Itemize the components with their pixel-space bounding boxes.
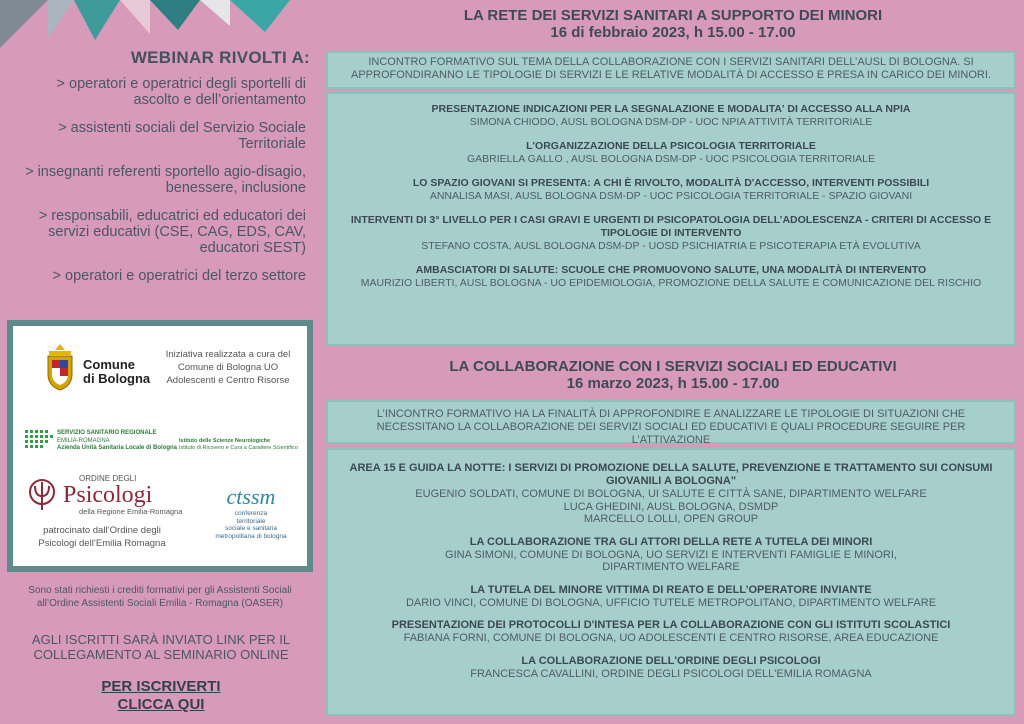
program-item-title: L'ORGANIZZAZIONE DELLA PSICOLOGIA TERRITORIALE <box>526 140 816 152</box>
target-audience-list <box>18 76 306 296</box>
ssr-dots-icon <box>25 430 53 452</box>
program-item-speaker: GABRIELLA GALLO , AUSL BOLOGNA DSM-DP - UOC PSICOLOGIA TERRITORIALE <box>466 153 876 165</box>
program-item-title: LO SPAZIO GIOVANI SI PRESENTA: A CHI È RIVOLTO, MODALITÀ D'ACCESSO, INTERVENTI POSSIBILI <box>412 177 930 189</box>
program-item-title: PRESENTAZIONE DEI PROTOCOLLI D'INTESA PER LA COLLABORAZIONE CON GLI ISTITUTI SCOLASTICI <box>391 619 951 631</box>
target-item: > responsabili, educatrici ed educatori dei servizi educativi (CSE, CAG, EDS, CAV, educatori SEST) <box>38 208 306 256</box>
program-item <box>340 619 1002 645</box>
program-item <box>340 214 1002 253</box>
session1-date: 16 di febbraio 2023, h 15.00 - 17.00 <box>550 24 796 41</box>
program-item <box>340 462 1002 526</box>
program-item-speaker: GINA SIMONI, COMUNE DI BOLOGNA, UO SERVIZI E INTERVENTI FAMIGLIE E MINORI, DIPARTIMENTO WELFARE <box>445 548 897 573</box>
session1-intro: INCONTRO FORMATIVO SUL TEMA DELLA COLLABORAZIONE CON I SERVIZI SANITARI DELL’AUSL DI BOLOGNA. SI APPROFONDIRANNO LE TIPOLOGIE DI SERVIZI E LE RELATIVE MODALITÀ DI ACCESSO E PRESA IN CARICO DEI MINORI. <box>351 56 991 81</box>
ctssm-logo: ctssm conferenza territoriale sociale e sanitaria metropolitana di bologna <box>215 484 287 540</box>
program-item-speaker: EUGENIO SOLDATI, COMUNE DI BOLOGNA, UI SALUTE E CITTÀ SANE, DIPARTIMENTO WELFARE LUCA GHEDINI, AUSL BOLOGNA, DSMDP MARCELLO LOLLI, OPEN GROUP <box>415 488 927 525</box>
program-item-title: PRESENTAZIONE INDICAZIONI PER LA SEGNALAZIONE E MODALITA' DI ACCESSO ALLA NPIA <box>431 103 911 115</box>
program-item-title: LA COLLABORAZIONE TRA GLI ATTORI DELLA RETE A TUTELA DEI MINORI <box>469 535 873 548</box>
program-item-title: AMBASCIATORI DI SALUTE: SCUOLE CHE PROMUOVONO SALUTE, UNA MODALITÀ DI INTERVENTO <box>415 264 927 276</box>
program-item-speaker: SIMONA CHIODO, AUSL BOLOGNA DSM-DP - UOC NPIA ATTIVITÀ TERRITORIALE <box>469 116 873 128</box>
session1-title: LA RETE DEI SERVIZI SANITARI A SUPPORTO DEI MINORI <box>463 7 883 24</box>
target-item: > assistenti sociali del Servizio Sociale Territoriale <box>58 120 306 152</box>
webinar-title: WEBINAR RIVOLTI A: <box>130 48 310 67</box>
session2-intro-box <box>326 400 1016 444</box>
comune-crest-icon <box>43 342 77 392</box>
target-item: > operatori e operatrici degli sportelli di ascolto e dell’orientamento <box>56 76 306 108</box>
program-item-title: AREA 15 E GUIDA LA NOTTE: I SERVIZI DI PROMOZIONE DELLA SALUTE, PREVENZIONE E TRATTAMENTO SUI CONSUMI GIOVANILI A BOLOGNA" <box>349 462 993 487</box>
program-item-speaker: DARIO VINCI, COMUNE DI BOLOGNA, UFFICIO TUTELE METROPOLITANO, DIPARTIMENTO WELFARE <box>405 596 937 609</box>
session1-header <box>322 7 1024 41</box>
sponsor-logos-box <box>7 320 313 572</box>
right-column <box>322 0 1024 724</box>
program-item <box>340 536 1002 574</box>
left-column <box>0 0 330 724</box>
program-item-speaker: FRANCESCA CAVALLINI, ORDINE DEGLI PSICOLOGI DELL'EMILIA ROMAGNA <box>470 667 872 680</box>
session2-header <box>322 358 1024 392</box>
isn-logo-text: Istituto delle Scienze Neurologiche Istituto di Ricovero e Cura a Carattere Scientifico <box>179 438 298 451</box>
target-item: > insegnanti referenti sportello agio-disagio, benessere, inclusione <box>25 164 306 196</box>
session2-date: 16 marzo 2023, h 15.00 - 17.00 <box>566 375 780 392</box>
patrocinio-text: patrocinato dall’Ordine degli Psicologi dell’Emilia Romagna <box>38 525 166 549</box>
program-item-speaker: MAURIZIO LIBERTI, AUSL BOLOGNA - UO EPIDEMIOLOGIA, PROMOZIONE DELLA SALUTE E COMUNICAZIONE DEL RISCHIO <box>360 277 982 289</box>
program-item-speaker: ANNALISA MASI, AUSL BOLOGNA DSM-DP - UOC PSICOLOGIA TERRITORIALE - SPAZIO GIOVANI <box>429 190 913 202</box>
session2-title: LA COLLABORAZIONE CON I SERVIZI SOCIALI ED EDUCATIVI <box>449 358 897 375</box>
program-item <box>340 584 1002 610</box>
target-item: > operatori e operatrici del terzo settore <box>52 268 306 284</box>
session2-program-box <box>326 448 1016 716</box>
ssr-logo-text: SERVIZIO SANITARIO REGIONALE EMILIA-ROMAGNA Azienda Unità Sanitaria Locale di Bologna <box>57 430 178 451</box>
program-item-title: INTERVENTI DI 3° LIVELLO PER I CASI GRAVI E URGENTI DI PSICOPATOLOGIA DELL’ADOLESCENZA - CRITERI DI ACCESSO E TIPOLOGIE DI INTERVENTO <box>350 214 992 239</box>
psi-symbol-icon <box>27 478 57 512</box>
program-item-speaker: STEFANO COSTA, AUSL BOLOGNA DSM-DP - UOSD PSICHIATRIA E PSICOTERAPIA ETÀ EVOLUTIVA <box>421 240 921 252</box>
register-link[interactable]: PER ISCRIVERTI CLICCA QUI <box>101 678 221 713</box>
credits-note: Sono stati richiesti i crediti formativi per gli Assistenti Sociali all’Ordine Assistenti Sociali Emilia - Romagna (OASER) <box>28 585 292 609</box>
session1-intro-box <box>326 51 1016 89</box>
program-item <box>340 264 1002 290</box>
ordine-logo-text: ORDINE DEGLI Psicologi della Regione Emilia-Romagna <box>63 474 183 516</box>
program-item-title: LA COLLABORAZIONE DELL'ORDINE DEGLI PSICOLOGI <box>521 654 821 667</box>
session2-intro: L’INCONTRO FORMATIVO HA LA FINALITÀ DI APPROFONDIRE E ANALIZZARE LE TIPOLOGIE DI SITUAZIONI CHE NECESSITANO LA COLLABORAZIONE DEI SERVIZI SOCIALI ED EDUCATIVI E QUALI PROCEDURE SEGUIRE PER L’ATTIVAZIONE <box>376 408 966 446</box>
program-item <box>340 655 1002 681</box>
program-item <box>340 177 1002 203</box>
session1-program-box <box>326 92 1016 346</box>
comune-logo-text: Comune di Bologna <box>83 357 151 386</box>
program-item-speaker: FABIANA FORNI, COMUNE DI BOLOGNA, UO ADOLESCENTI E CENTRO RISORSE, AREA EDUCAZIONE <box>403 632 939 644</box>
initiative-text: Iniziativa realizzata a cura del Comune di Bologna UO Adolescenti e Centro Risorse <box>165 349 291 386</box>
program-item <box>340 103 1002 129</box>
program-item-title: LA TUTELA DEL MINORE VITTIMA DI REATO E DELL’OPERATORE INVIANTE <box>470 583 872 596</box>
link-info: AGLI ISCRITTI SARÀ INVIATO LINK PER IL COLLEGAMENTO AL SEMINARIO ONLINE <box>31 632 291 662</box>
program-item <box>340 140 1002 166</box>
